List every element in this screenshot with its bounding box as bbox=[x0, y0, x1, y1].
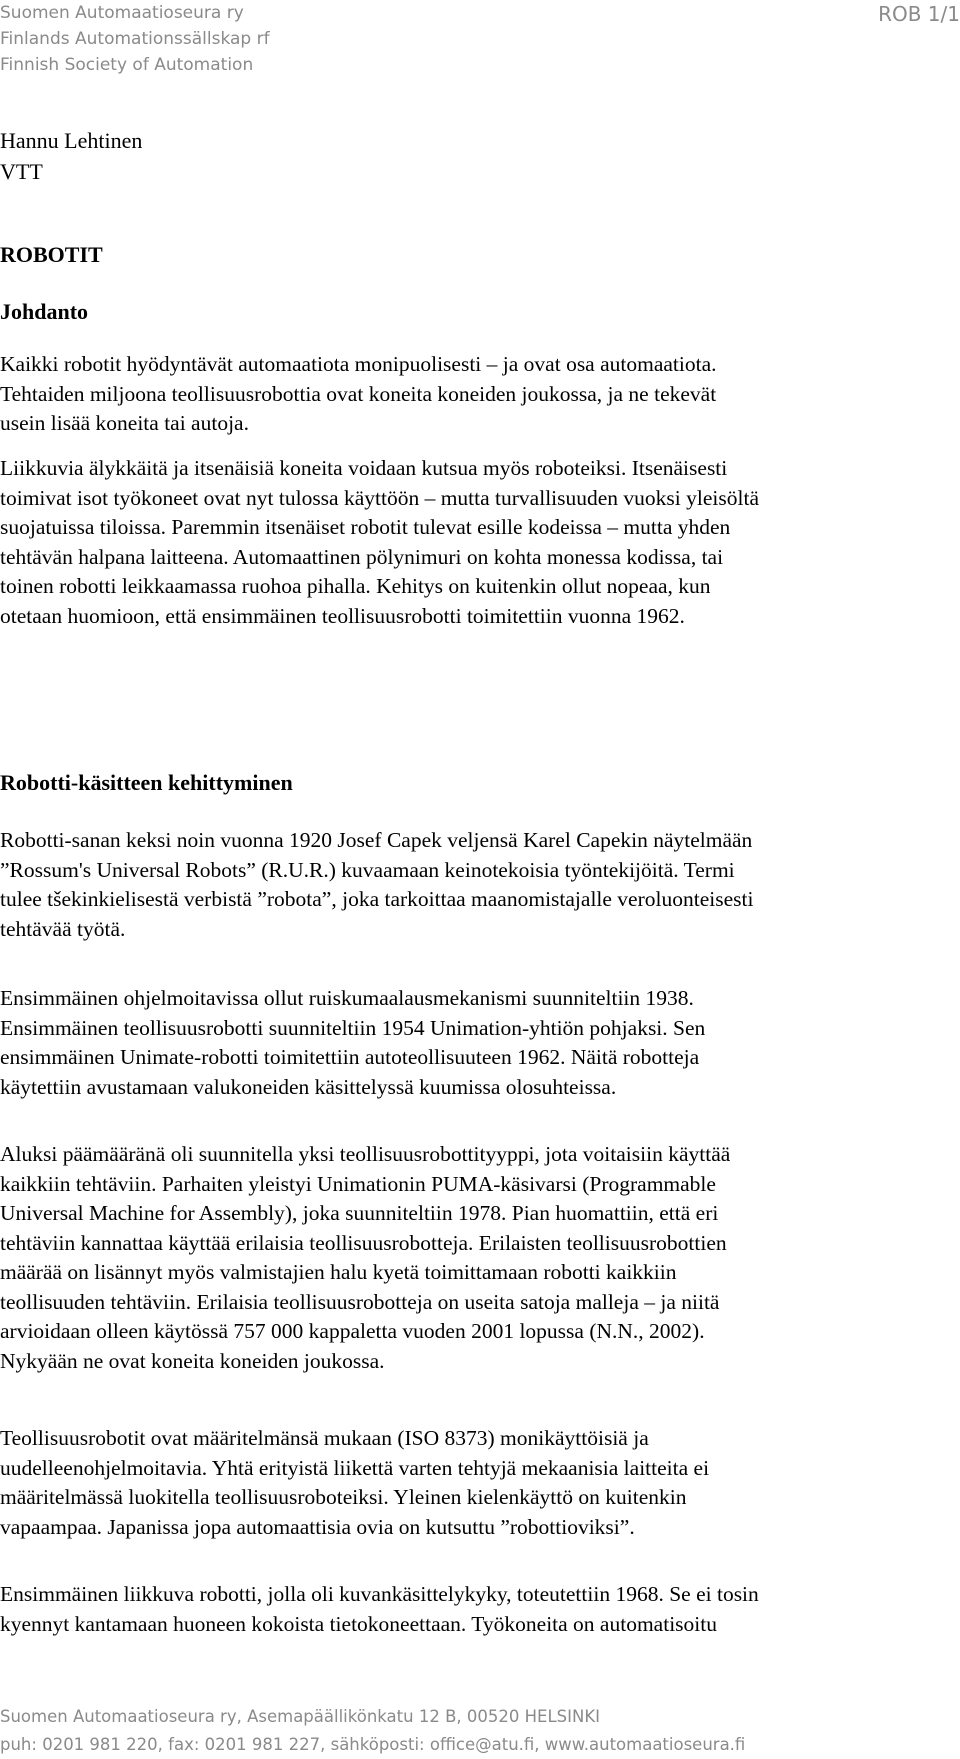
paragraph-history-2 bbox=[0, 984, 930, 1102]
org-name-en: Finnish Society of Automation bbox=[0, 55, 254, 75]
text-line: uudelleenohjelmoitavia. Yhtä erityistä liikettä varten tehtyjä mekaanisia laitteita ei bbox=[0, 1455, 710, 1480]
author-name: Hannu Lehtinen bbox=[0, 128, 143, 153]
footer-address: Suomen Automaatioseura ry, Asemapäällikönkatu 12 B, 00520 HELSINKI bbox=[0, 1707, 601, 1726]
text-line: usein lisää koneita tai autoja. bbox=[0, 411, 249, 435]
text-line: tehtävän halpana laitteena. Automaattinen pölynimuri on kohta monessa kodissa, tai bbox=[0, 544, 724, 569]
text-line: otetaan huomioon, että ensimmäinen teollisuusrobotti toimitettiin vuonna 1962. bbox=[0, 603, 685, 628]
text-line: Kaikki robotit hyödyntävät automaatiota monipuolisesti – ja ovat osa automaatiota. bbox=[0, 352, 717, 376]
text-line: Tehtaiden miljoona teollisuusrobottia ovat koneita koneiden joukossa, ja ne tekevät bbox=[0, 381, 717, 406]
text-line: Ensimmäinen teollisuusrobotti suunniteltiin 1954 Unimation-yhtiön pohjaksi. Sen bbox=[0, 1015, 706, 1040]
text-line: tulee tšekinkielisestä verbistä ”robota”, joka tarkoittaa maanomistajalle veroluonteisesti bbox=[0, 887, 754, 911]
document-title: ROBOTIT bbox=[0, 242, 103, 267]
text-line: kyennyt kantamaan huoneen kokoista tietokoneettaan. Työkoneita on automatisoitu bbox=[0, 1611, 717, 1636]
text-line: tehtäviin kannattaa käyttää erilaisia teollisuusrobotteja. Erilaisten teollisuusrobottien bbox=[0, 1230, 727, 1255]
text-line: toinen robotti leikkaamassa ruohoa pihalla. Kehitys on kuitenkin ollut nopeaa, kun bbox=[0, 574, 711, 598]
text-line: Universal Machine for Assembly), joka suunniteltiin 1978. Pian huomattiin, että eri bbox=[0, 1201, 719, 1225]
page-reference: ROB 1/1 bbox=[878, 2, 960, 26]
text-line: määritelmässä luokitella teollisuusroboteiksi. Yleinen kielenkäyttö on kuitenkin bbox=[0, 1485, 687, 1509]
text-line: Ensimmäinen ohjelmoitavissa ollut ruiskumaalausmekanismi suunniteltiin 1938. bbox=[0, 986, 694, 1010]
org-name-sv: Finlands Automationssällskap rf bbox=[0, 29, 270, 49]
paragraph-intro-1 bbox=[0, 350, 930, 439]
text-line: toimivat isot työkoneet ovat nyt tulossa käyttöön – mutta turvallisuuden vuoksi yleisöltä bbox=[0, 485, 759, 510]
text-line: Liikkuvia älykkäitä ja itsenäisiä koneita voidaan kutsua myös roboteiksi. Itsenäisesti bbox=[0, 456, 728, 480]
text-line: käytettiin avustamaan valukoneiden käsittelyssä kuumissa olosuhteissa. bbox=[0, 1074, 617, 1099]
text-line: määrää on lisännyt myös valmistajien halu kyetä toimittamaan robotti kaikkiin bbox=[0, 1260, 677, 1284]
text-line: vapaampaa. Japanissa jopa automaattisia ovia on kutsuttu ”robottioviksi”. bbox=[0, 1514, 635, 1539]
text-line: tehtävää työtä. bbox=[0, 916, 126, 941]
paragraph-history-3 bbox=[0, 1140, 930, 1376]
author-block bbox=[0, 125, 142, 187]
paragraph-history-5 bbox=[0, 1580, 930, 1639]
text-line: teollisuuden tehtäviin. Erilaisia teollisuusrobotteja on useita satoja malleja – ja niitä bbox=[0, 1289, 720, 1314]
paragraph-intro-2 bbox=[0, 454, 930, 631]
page-footer bbox=[0, 1703, 745, 1759]
text-line: Teollisuusrobotit ovat määritelmänsä mukaan (ISO 8373) monikäyttöisiä ja bbox=[0, 1426, 649, 1450]
footer-contact: puh: 0201 981 220, fax: 0201 981 227, sähköposti: office@atu.fi, www.automaatioseura.fi bbox=[0, 1735, 746, 1754]
section-heading-intro: Johdanto bbox=[0, 299, 89, 324]
text-line: arvioidaan olleen käytössä 757 000 kappaletta vuoden 2001 lopussa (N.N., 2002). bbox=[0, 1319, 705, 1343]
text-line: suojatuissa tiloissa. Paremmin itsenäiset robotit tulevat esille kodeissa – mutta yhden bbox=[0, 515, 731, 539]
text-line: Robotti-sanan keksi noin vuonna 1920 Josef Capek veljensä Karel Capekin näytelmään bbox=[0, 828, 753, 852]
section-heading-history: Robotti-käsitteen kehittyminen bbox=[0, 770, 293, 795]
text-line: Nykyään ne ovat koneita koneiden joukossa. bbox=[0, 1348, 385, 1373]
org-name-fi: Suomen Automaatioseura ry bbox=[0, 3, 244, 23]
text-line: kaikkiin tehtäviin. Parhaiten yleistyi Unimationin PUMA-käsivarsi (Programmable bbox=[0, 1171, 716, 1196]
author-affiliation: VTT bbox=[0, 159, 43, 184]
text-line: ”Rossum's Universal Robots” (R.U.R.) kuvaamaan keinotekoisia työntekijöitä. Termi bbox=[0, 857, 735, 882]
text-line: Ensimmäinen liikkuva robotti, jolla oli kuvankäsittelykyky, toteutettiin 1968. Se ei tosin bbox=[0, 1582, 759, 1606]
paragraph-history-4 bbox=[0, 1424, 930, 1542]
text-line: ensimmäinen Unimate-robotti toimitettiin autoteollisuuteen 1962. Näitä robotteja bbox=[0, 1045, 700, 1069]
paragraph-history-1 bbox=[0, 826, 930, 944]
text-line: Aluksi päämääränä oli suunnitella yksi teollisuusrobottityyppi, jota voitaisiin käyttää bbox=[0, 1142, 731, 1166]
page-header bbox=[0, 0, 270, 78]
